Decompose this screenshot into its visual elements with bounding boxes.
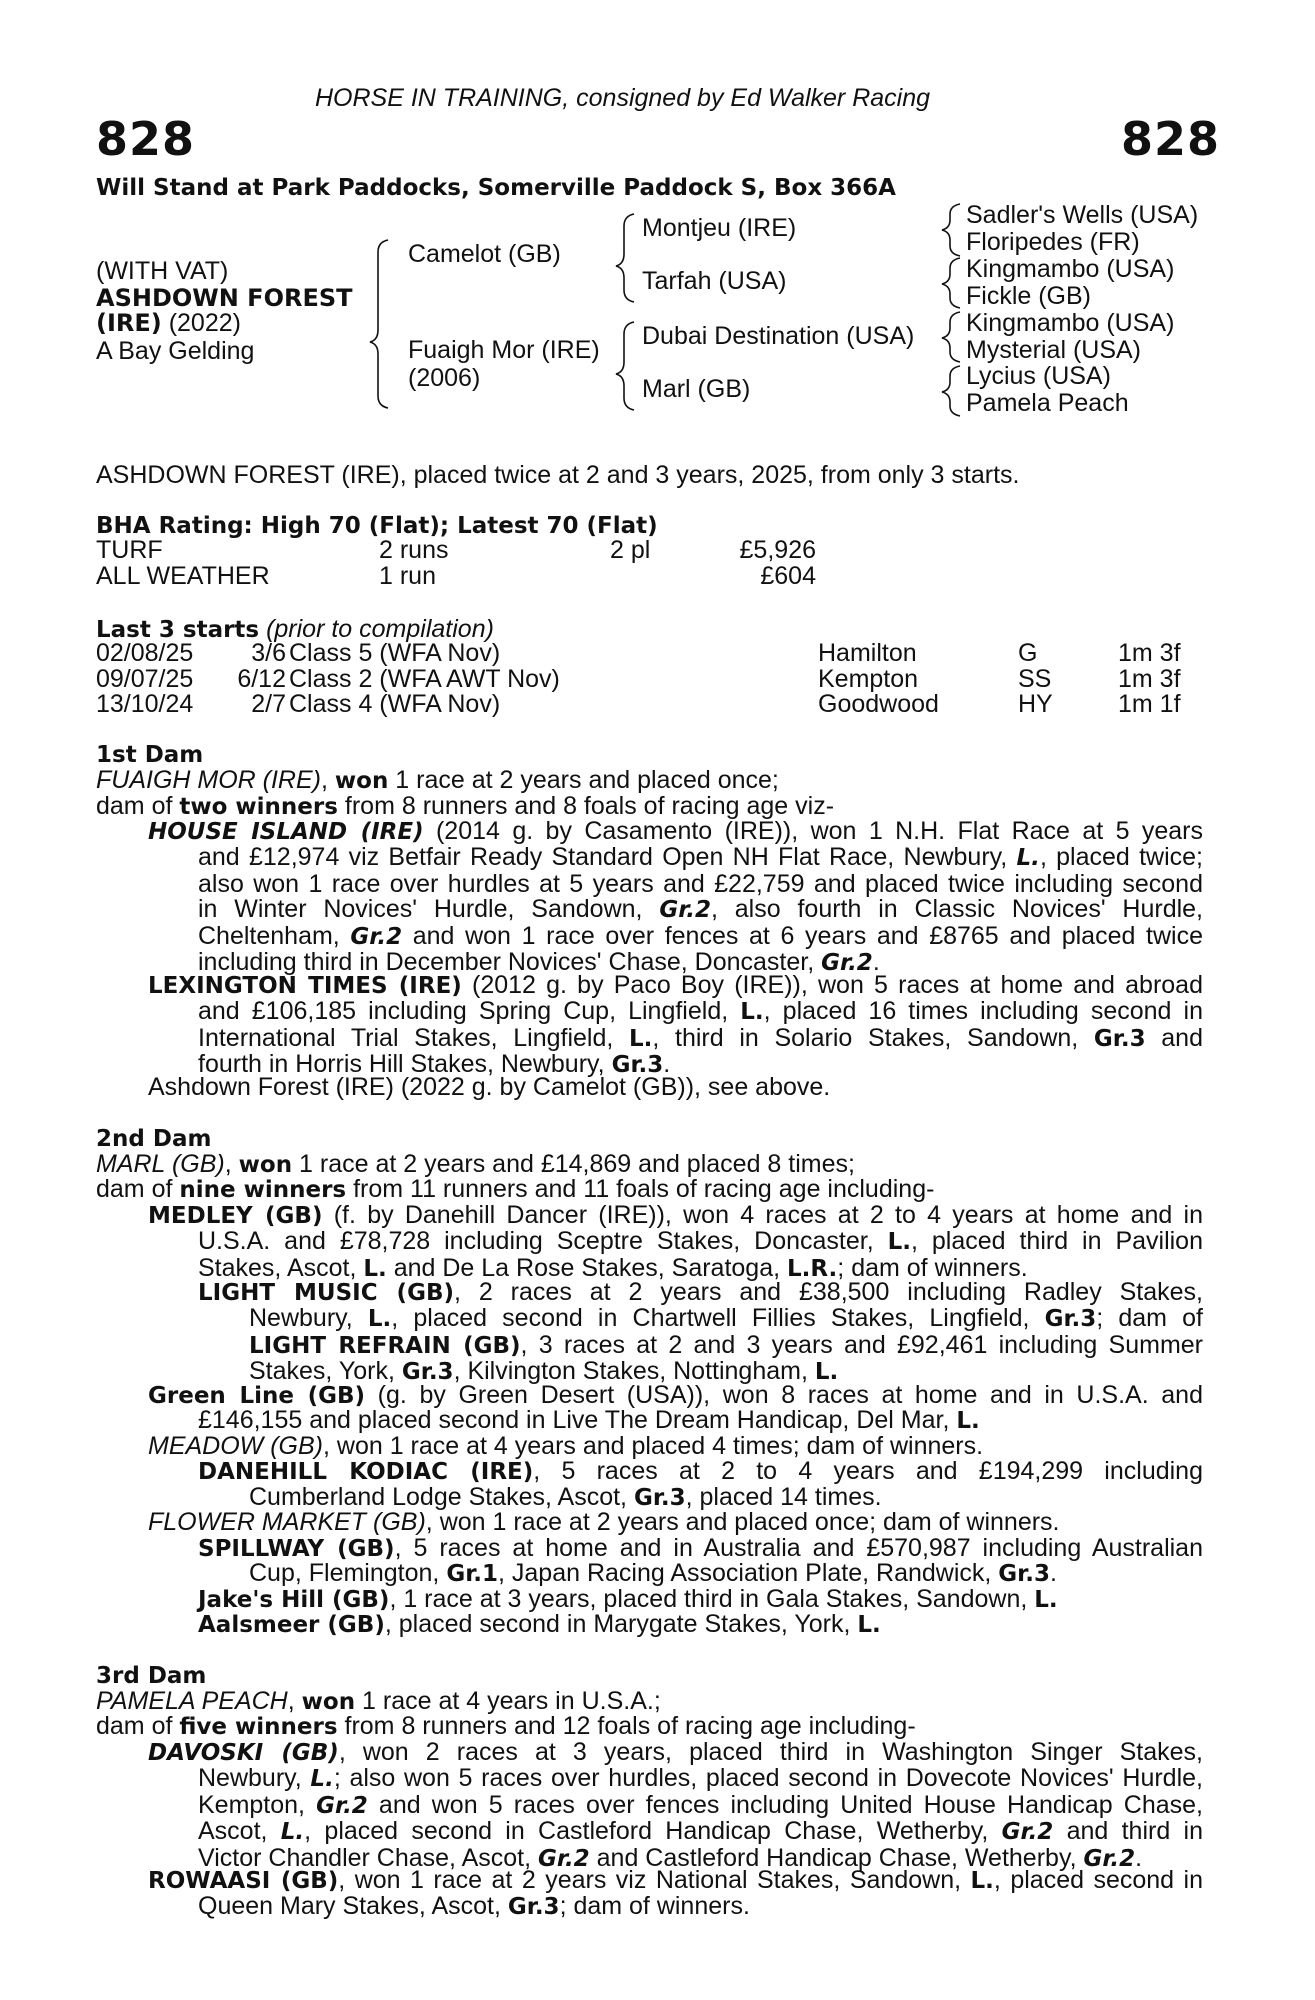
start-race: Class 5 (WFA Nov) [289,639,501,667]
grade: Gr.3 [507,1894,560,1920]
sire-sire: Montjeu (IRE) [642,214,797,242]
text: , won 1 race at 2 years and placed once; dam of winners. [425,1508,1060,1536]
brace-dam [616,322,634,410]
text: , placed twice; [1039,843,1203,871]
brace-sire [616,214,634,302]
dam-of-pre: dam of [96,1175,180,1203]
progeny-medley [148,1203,1203,1230]
dam1-dam-of [96,794,834,819]
text: Cup, Flemington, [249,1559,447,1587]
brace-g2 [942,258,960,308]
sire-dam: Tarfah (USA) [642,267,787,295]
progeny-rowaasi-cont [198,1894,1203,1921]
grade: Gr.2 [821,950,873,977]
line [198,1280,1203,1307]
progeny-spillway-cont [249,1561,1203,1588]
grade: L. [740,999,764,1025]
line [249,1561,1203,1588]
text: Queen Mary Stakes, Ascot, [198,1892,508,1920]
start-course: Goodwood [818,690,939,718]
dam-year: (2006) [408,364,481,392]
dam3-rest: 1 race at 4 years in U.S.A.; [355,1687,661,1715]
text: and won 5 races over fences including United House Handicap Chase, [367,1790,1204,1819]
dam-of-pre: dam of [96,1712,180,1740]
line [198,921,1203,951]
start-pos: 2/7 [251,690,286,718]
progeny-house-island [148,819,1203,846]
grade: Gr.3 [401,1359,454,1386]
text: , 3 races at 2 and 3 years and £92,461 including Summer [520,1330,1203,1359]
progeny-davoski [148,1740,1203,1767]
progeny-name: DAVOSKI (GB) [148,1740,339,1766]
progeny-meadow [148,1434,983,1459]
text: and [1145,1023,1203,1052]
grade: Gr.1 [446,1561,499,1587]
grade: L. [857,1612,881,1638]
text: Cheltenham, [198,921,351,950]
progeny-name: Green Line (GB) [148,1383,366,1409]
progeny-name: LEXINGTON TIMES (IRE) [148,973,462,999]
start-date: 13/10/24 [96,690,194,718]
text: ; dam of winners. [837,1253,1028,1282]
progeny-house-island-cont [198,845,1203,977]
gg-3: Kingmambo (USA) [966,255,1175,283]
dam2-won: won [238,1152,293,1178]
stand-location: Will Stand at Park Paddocks, Somerville Paddock S, Box 366A [96,175,896,201]
grade: Gr.3 [633,1485,686,1511]
text: , placed second in Castleford Handicap Chase, Wetherby, [304,1817,1002,1846]
grade: Gr.2 [1083,1845,1136,1872]
start-going: HY [1018,690,1053,718]
text: , won 2 races at 3 years, placed third in Washington Singer Stakes, [338,1738,1203,1766]
progeny-light-music-cont [249,1306,1203,1386]
text: and Castleford Handicap Chase, Wetherby, [589,1843,1084,1872]
line [198,869,1203,898]
text: , 5 races at home and in Australia and £570,987 including Australian [394,1534,1203,1562]
progeny-name: MEDLEY (GB) [148,1203,323,1229]
dam-of-post: from 8 runners and 8 foals of racing age viz- [337,792,835,820]
text: ; dam of winners. [559,1892,750,1920]
progeny-davoski-cont [198,1766,1203,1872]
brace-main [370,240,388,408]
last-starts-title: Last 3 starts [96,617,260,643]
text: Kempton, [198,1790,317,1819]
progeny-name: HOUSE ISLAND (IRE) [148,819,424,845]
progeny-medley-cont [198,1229,1203,1282]
text: U.S.A. and £78,728 including Sceptre Stakes, Doncaster, [198,1227,888,1255]
grade: Gr.2 [659,897,711,924]
text: Victor Chandler Chase, Ascot, [198,1843,538,1872]
text: and third in [1053,1817,1203,1846]
progeny-danehill-kodiac [198,1459,1203,1486]
dam-sire: Dubai Destination (USA) [642,322,915,350]
text: and won 1 race over fences at 6 years and £8765 and placed twice [402,921,1203,950]
grade: Gr.2 [1001,1819,1054,1846]
text: , Japan Racing Association Plate, Randwick, [498,1559,999,1587]
grade: Gr.2 [350,923,403,950]
gg-7: Lycius (USA) [966,362,1111,390]
progeny-name: Jake's Hill (GB) [198,1587,390,1613]
last-starts-subtitle: (prior to compilation) [259,615,494,643]
text: . [1135,1843,1143,1872]
progeny-lexington-cont [198,999,1203,1079]
horse-description: A Bay Gelding [96,337,255,365]
dam2-rest: 1 race at 2 years and £14,869 and placed 8 times; [292,1150,855,1178]
grade: Gr.3 [611,1052,664,1079]
gg-2: Floripedes (FR) [966,228,1140,256]
dam3-won: won [301,1689,356,1715]
text: , placed second in Marygate Stakes, York, [384,1610,858,1638]
text: fourth in Horris Hill Stakes, Newbury, [198,1050,612,1079]
progeny-name: ROWAASI (GB) [148,1868,339,1894]
start-race: Class 2 (WFA AWT Nov) [289,665,560,693]
dam-of-post: from 8 runners and 12 foals of racing age including- [337,1712,916,1740]
dam3-dam-of [96,1714,916,1739]
ratings-aw-surface: ALL WEATHER [96,562,270,590]
lot-number-right: 828 [1120,112,1220,166]
line [249,1306,1203,1333]
grade: L. [814,1359,839,1386]
progeny-name: LIGHT MUSIC (GB) [198,1280,454,1306]
line [198,1408,1203,1435]
grade: L. [280,1819,305,1846]
dam-of-winners: two winners [179,794,338,820]
progeny-green-line-cont [198,1408,1203,1435]
grade: L. [887,1229,911,1255]
dam-dam: Marl (GB) [642,375,751,403]
text: Ascot, [198,1817,281,1846]
line [198,1023,1203,1053]
progeny-ashdown-forest: Ashdown Forest (IRE) (2022 g. by Camelot (GB)), see above. [148,1073,831,1101]
text: Stakes, Ascot, [198,1253,364,1282]
grade: L. [956,1408,980,1434]
progeny-jakes-hill [198,1587,1058,1612]
dam3-line: PAMELA PEACH, won 1 race at 4 years in U.S.A.; [96,1687,661,1715]
text: and De La Rose Stakes, Saratoga, [386,1253,788,1282]
dam-of-winners: five winners [179,1714,338,1740]
text: , placed 14 times. [685,1483,882,1511]
start-date: 09/07/25 [96,665,194,693]
dam3-name: PAMELA PEACH [96,1687,288,1715]
text: including third in December Novices' Chase, Doncaster, [198,948,822,977]
gg-6: Mysterial (USA) [966,336,1142,364]
start-course: Hamilton [818,639,917,667]
grade: L. [310,1766,334,1792]
text: (2014 g. by Casamento (IRE)), won 1 N.H. Flat Race at 5 years [423,817,1203,845]
brace-g1 [942,204,960,256]
gg-1: Sadler's Wells (USA) [966,201,1199,229]
dam1-rest: 1 race at 2 years and placed once; [388,766,779,794]
text: , placed second in Chartwell Fillies Stakes, Lingfield, [391,1304,1045,1332]
grade: Gr.3 [998,1561,1050,1587]
brace-g4 [942,366,960,416]
text: (2012 g. by Paco Boy (IRE)), won 5 races at home and abroad [461,971,1203,999]
consignment-header: HORSE IN TRAINING, consigned by Ed Walker Racing [315,84,931,112]
progeny-lexington-times [148,973,1203,1000]
line [148,973,1203,1000]
grade: L. [1034,1587,1058,1613]
progeny-name: DANEHILL KODIAC (IRE) [198,1459,534,1485]
text: Newbury, [249,1304,368,1332]
dam-of-post: from 11 runners and 11 foals of racing age including- [346,1175,935,1203]
line [198,1459,1203,1486]
horse-name: ASHDOWN FOREST [96,284,353,312]
text: Newbury, [198,1764,311,1792]
dam1-heading: 1st Dam [96,742,204,768]
lot-number-left: 828 [96,112,196,166]
grade: Gr.3 [1044,1306,1097,1332]
dam-of-winners: nine winners [179,1177,347,1203]
line [198,897,1203,924]
text: Cumberland Lodge Stakes, Ascot, [249,1483,634,1511]
line [198,999,1203,1026]
text: , won 1 race at 4 years and placed 4 times; dam of winners. [323,1432,984,1460]
ratings-aw-runs: 1 run [379,562,436,590]
start-pos: 3/6 [251,639,286,667]
line [198,1894,1203,1921]
start-date: 02/08/25 [96,639,194,667]
text: . [872,948,880,977]
text: . [663,1050,671,1079]
gg-4: Fickle (GB) [966,282,1091,310]
dam1-name: FUAIGH MOR (IRE) [96,766,321,794]
vat-note: (WITH VAT) [96,257,229,285]
text: (f. by Danehill Dancer (IRE)), won 4 races at 2 to 4 years at home and in [322,1201,1204,1229]
start-going: G [1018,639,1038,667]
progeny-aalsmeer [198,1612,881,1637]
text: , won 1 race at 2 years viz National Stakes, Sandown, [338,1866,971,1894]
start-dist: 1m 3f [1118,639,1181,667]
line [148,1203,1203,1230]
ratings-turf-placed: 2 pl [610,536,651,564]
grade: L. [1016,845,1040,871]
text: ; dam of [1096,1304,1203,1332]
gg-5: Kingmambo (USA) [966,309,1175,337]
progeny-flower-market [148,1510,1060,1535]
grade: Gr.3 [1093,1025,1146,1052]
line [148,819,1203,846]
line [148,1740,1203,1767]
grade: L. [629,1025,653,1052]
progeny-light-music [198,1280,1203,1307]
progeny-name: MEADOW (GB) [148,1432,323,1460]
text: , 5 races at 2 to 4 years and £194,299 including [533,1457,1203,1485]
progeny-name: Aalsmeer (GB) [198,1612,385,1638]
progeny-name: FLOWER MARKET (GB) [148,1508,426,1536]
line [198,1819,1203,1846]
horse-year: (2022) [161,309,241,337]
ratings-turf-surface: TURF [96,536,163,564]
text: ; also won 5 races over hurdles, placed second in Dovecote Novices' Hurdle, [333,1764,1203,1792]
dam-of-pre: dam of [96,792,180,820]
text: , 2 races at 2 years and £38,500 including Radley Stakes, [454,1278,1203,1306]
grade: L. [363,1255,387,1282]
start-going: SS [1018,665,1052,693]
dam2-heading: 2nd Dam [96,1126,212,1152]
bha-rating: BHA Rating: High 70 (Flat); Latest 70 (Flat) [96,513,658,539]
progeny-name: LIGHT REFRAIN (GB) [249,1332,521,1359]
start-pos: 6/12 [237,665,286,693]
dam3-heading: 3rd Dam [96,1663,207,1689]
line [249,1330,1203,1360]
line [198,845,1203,872]
grade: L.R. [787,1255,838,1282]
text: , also fourth in Classic Novices' Hurdle, [711,895,1204,924]
line [198,1229,1203,1256]
line [198,1790,1204,1820]
dam1-won: won [334,768,389,794]
start-course: Kempton [818,665,919,693]
text: £146,155 and placed second in Live The Dream Handicap, Del Mar, [198,1406,957,1434]
sire: Camelot (GB) [408,240,561,268]
ratings-turf-runs: 2 runs [379,536,449,564]
text: , third in Solario Stakes, Sandown, [652,1023,1094,1052]
dam2-name: MARL (GB) [96,1150,225,1178]
dam: Fuaigh Mor (IRE) [408,336,600,364]
line [198,1766,1203,1793]
ratings-aw-earnings: £604 [760,562,816,590]
race-summary: ASHDOWN FOREST (IRE), placed twice at 2 and 3 years, 2025, from only 3 starts. [96,461,1020,489]
dam2-line: MARL (GB), won 1 race at 2 years and £14,869 and placed 8 times; [96,1150,855,1178]
text: in Winter Novices' Hurdle, Sandown, [198,895,660,924]
progeny-rowaasi [148,1868,1203,1895]
grade: L. [367,1306,392,1332]
grade: Gr.2 [538,1845,590,1872]
text: (g. by Green Desert (USA)), won 8 races at home and in U.S.A. and [365,1381,1203,1409]
text: , Kilvington Stakes, Nottingham, [453,1357,815,1386]
line [148,1868,1203,1895]
text: , placed second in [993,1866,1204,1894]
text: , 1 race at 3 years, placed third in Gala Stakes, Sandown, [389,1585,1035,1613]
dam1-line: FUAIGH MOR (IRE), won 1 race at 2 years and placed once; [96,766,779,794]
grade: L. [970,1868,994,1894]
text: , placed 16 times including second in [763,997,1203,1025]
progeny-name: SPILLWAY (GB) [198,1536,395,1562]
text: and £12,974 viz Betfair Ready Standard Open NH Flat Race, Newbury, [198,843,1017,871]
grade: Gr.2 [316,1792,368,1819]
start-dist: 1m 1f [1118,690,1181,718]
horse-origin: (IRE) [96,309,162,337]
ratings-turf-earnings: £5,926 [739,536,816,564]
brace-g3 [942,312,960,362]
text: . [1049,1559,1057,1587]
text: , placed third in Pavilion [911,1227,1203,1255]
start-dist: 1m 3f [1118,665,1181,693]
text: Stakes, York, [249,1357,402,1386]
text: also won 1 race over hurdles at 5 years and £22,759 and placed twice including second [198,869,1203,898]
start-race: Class 4 (WFA Nov) [289,690,501,718]
text: International Trial Stakes, Lingfield, [198,1023,629,1052]
dam2-dam-of [96,1177,934,1202]
text: and £106,185 including Spring Cup, Lingfield, [198,997,741,1025]
gg-8: Pamela Peach [966,389,1129,417]
